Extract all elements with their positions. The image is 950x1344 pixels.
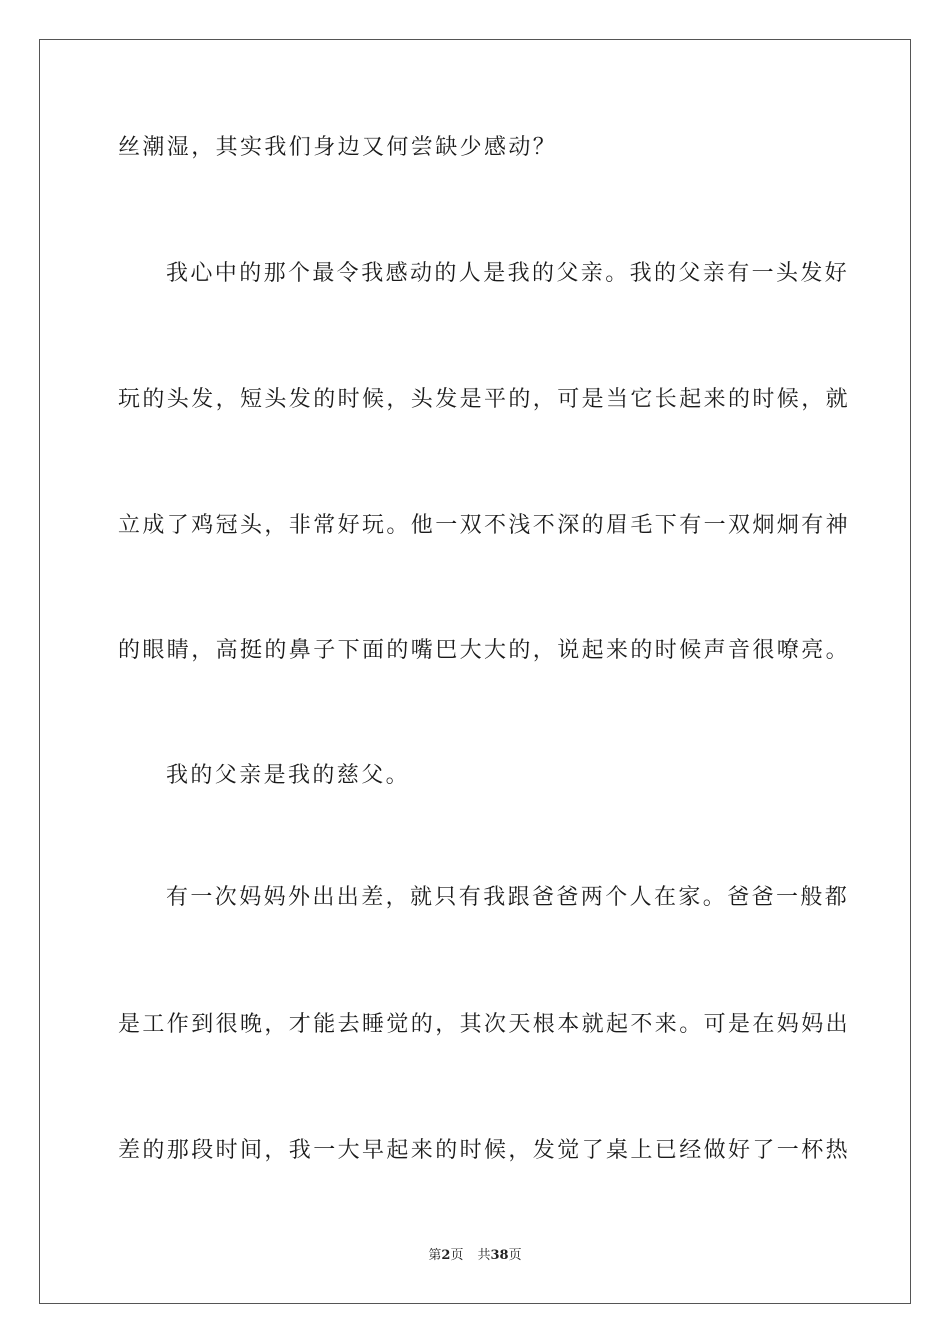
text-line-3: 玩的头发，短头发的时候，头发是平的，可是当它长起来的时候，就 [118, 387, 851, 412]
page-border [39, 39, 911, 1304]
page-footer [0, 1247, 950, 1265]
text-line-5: 的眼睛，高挺的鼻子下面的嘴巴大大的，说起来的时候声音很嘹亮。 [118, 638, 851, 663]
text-line-4: 立成了鸡冠头，非常好玩。他一双不浅不深的眉毛下有一双炯炯有神 [118, 513, 851, 538]
footer-page-suffix: 页 [450, 1248, 464, 1263]
footer-total-pages: 38 [490, 1248, 509, 1263]
text-line-1: 丝潮湿，其实我们身边又何尝缺少感动？ [118, 135, 558, 160]
text-line-7: 有一次妈妈外出出差，就只有我跟爸爸两个人在家。爸爸一般都 [166, 885, 850, 910]
footer-page-prefix: 第 [428, 1248, 442, 1263]
text-line-8: 是工作到很晚，才能去睡觉的，其次天根本就起不来。可是在妈妈出 [118, 1012, 851, 1037]
text-line-9: 差的那段时间，我一大早起来的时候，发觉了桌上已经做好了一杯热 [118, 1138, 851, 1163]
footer-page-number: 2 [441, 1248, 451, 1263]
footer-total-suffix: 页 [508, 1248, 522, 1263]
footer-total-prefix: 共 [477, 1248, 491, 1263]
text-line-2: 我心中的那个最令我感动的人是我的父亲。我的父亲有一头发好 [166, 261, 850, 286]
text-line-6: 我的父亲是我的慈父。 [166, 763, 411, 788]
